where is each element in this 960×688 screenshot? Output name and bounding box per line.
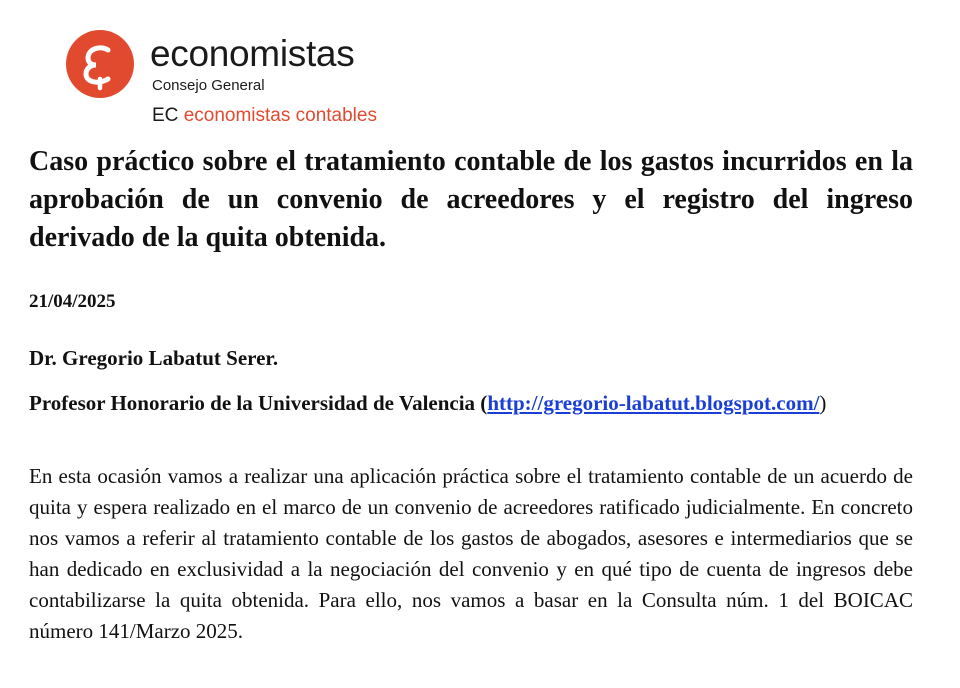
article-title: Caso práctico sobre el tratamiento contable de los gastos incurridos en la aprobación de un convenio de acreedores y el registro del ingreso derivado de la quita obtenida.	[29, 146, 913, 253]
logo-ec-line	[152, 104, 377, 128]
logo-subtitle: Consejo General	[152, 77, 265, 94]
blog-link[interactable]: http://gregorio-labatut.blogspot.com/	[487, 391, 820, 415]
article-intro-paragraph: En esta ocasión vamos a realizar una aplicación práctica sobre el tratamiento contable de un acuerdo de quita y espera realizado en el marco de un convenio de acreedores ratificado judicialmente. En concreto nos vamos a referir al tratamiento contable de los gastos de abogados, asesores e intermediarios que se han dedicado en exclusividad a la negociación del convenio y en qué tipo de cuenta de ingresos debe contabilizarse la quita obtenida. Para ello, nos vamos a basar en la Consulta núm. 1 del BOICAC número 141/Marzo 2025.	[29, 464, 913, 643]
article-author: Dr. Gregorio Labatut Serer.	[29, 346, 279, 370]
economistas-logo	[66, 30, 406, 130]
affiliation-close: )	[819, 391, 827, 415]
author-affiliation	[29, 389, 913, 417]
logo-brand-name: economistas	[150, 33, 355, 74]
logo-ec-prefix: EC	[152, 105, 179, 126]
logo-ec-name: economistas contables	[183, 105, 377, 126]
article-date: 21/04/2025	[29, 291, 116, 312]
affiliation-text: Profesor Honorario de la Universidad de Valencia (	[29, 391, 488, 415]
economistas-emblem-icon	[66, 30, 134, 98]
